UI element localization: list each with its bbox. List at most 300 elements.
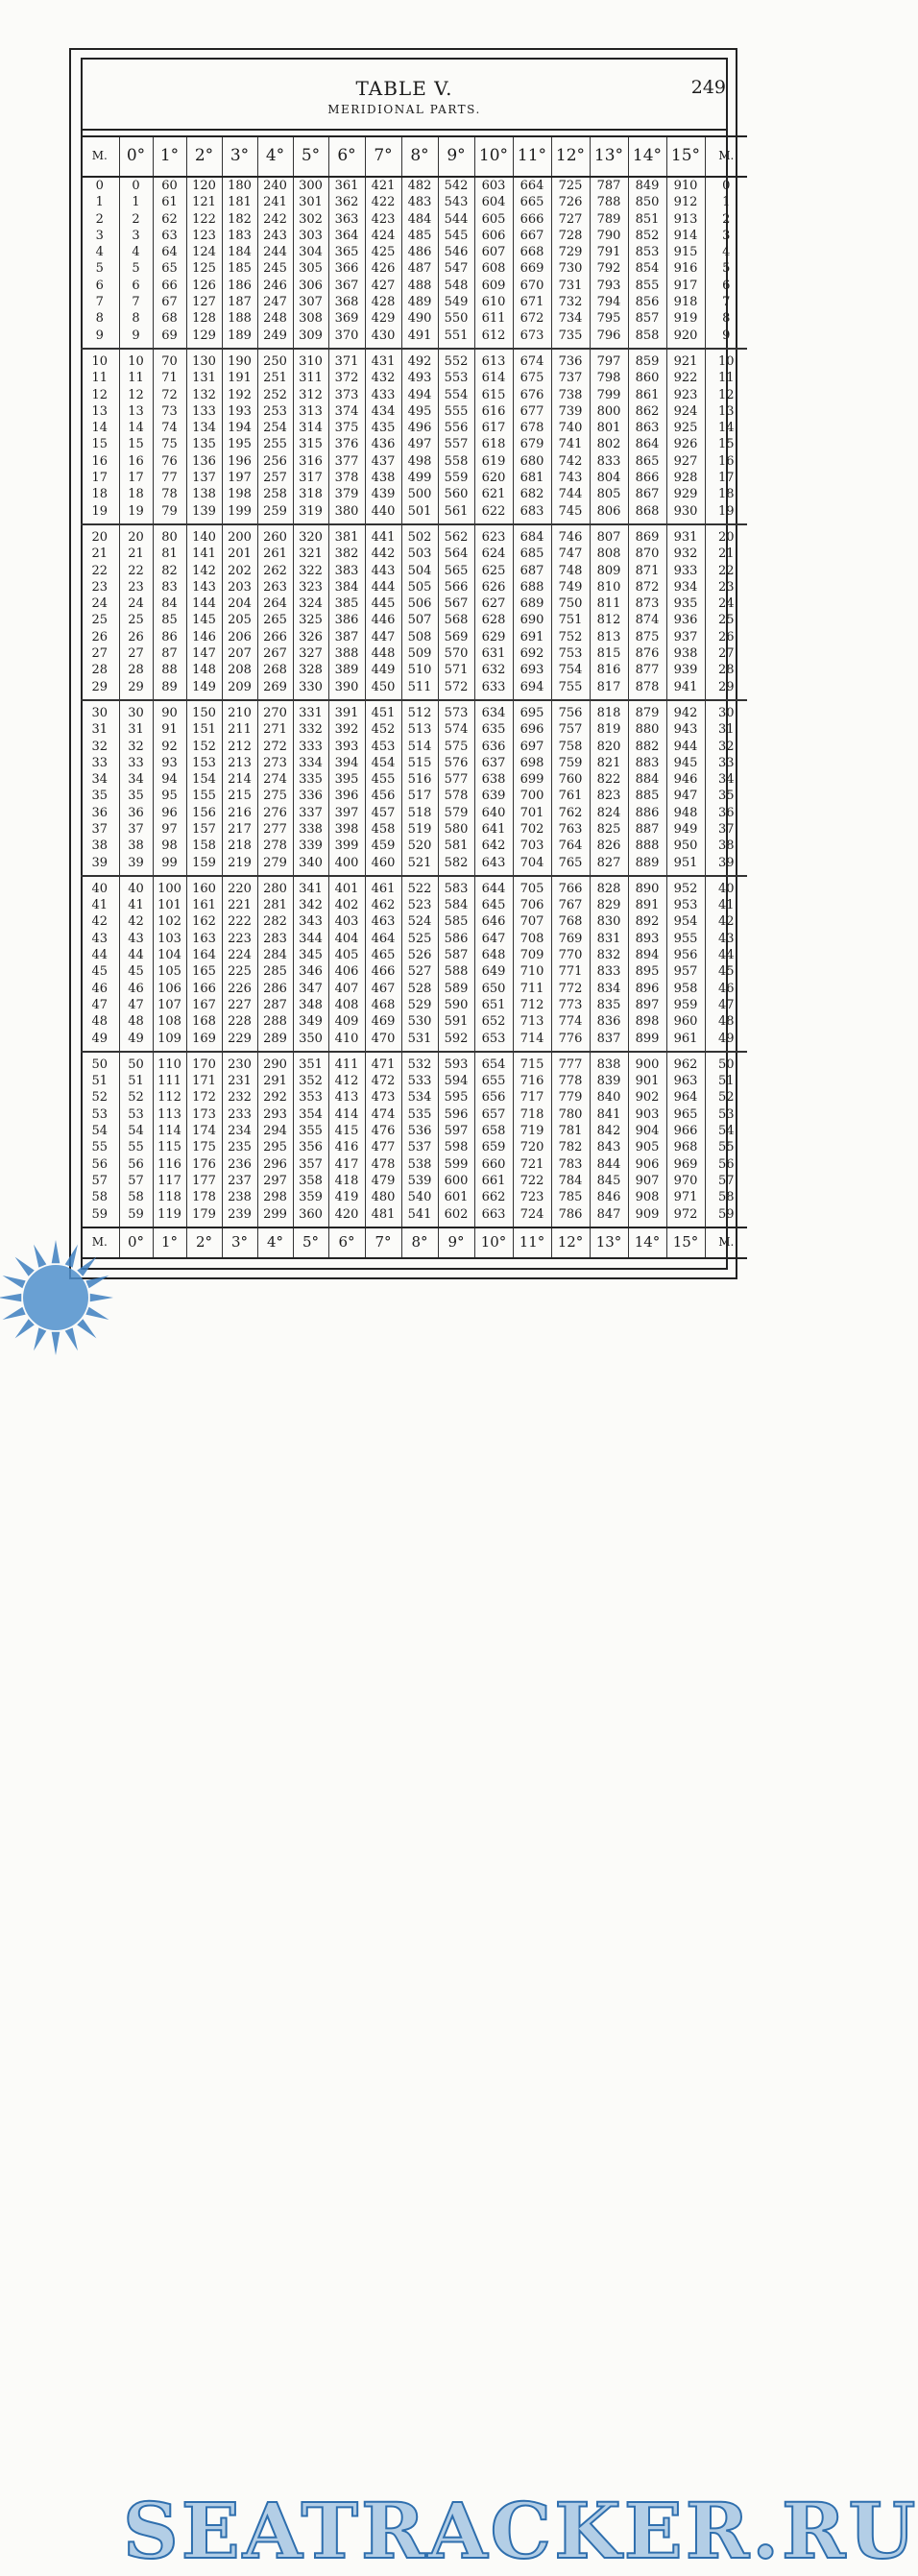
minute-cell: 6	[95, 278, 104, 293]
value-cell: 577	[438, 771, 474, 788]
value-cell: 895	[628, 963, 666, 980]
table-row	[81, 947, 747, 963]
value-cell: 937	[666, 629, 705, 645]
value-cell: 158	[186, 838, 222, 854]
sun-ray	[15, 1319, 35, 1338]
value-cell: 902	[628, 1089, 666, 1106]
value-cell: 957	[666, 963, 705, 980]
value-cell: 246	[257, 278, 293, 294]
value-cell: 321	[293, 546, 328, 562]
value-cell: 25	[119, 612, 153, 628]
value-cell: 614	[474, 370, 513, 386]
column-footer-11: 10°	[474, 1227, 513, 1258]
value-cell: 508	[401, 629, 438, 645]
minute-cell: 40	[81, 876, 119, 897]
value-cell: 944	[666, 739, 705, 755]
value-cell: 82	[153, 563, 186, 579]
value-cell: 248	[257, 310, 293, 327]
value-cell: 512	[401, 700, 438, 721]
minute-cell: 46	[91, 981, 109, 996]
value-cell: 138	[186, 486, 222, 502]
value-cell: 781	[551, 1123, 590, 1139]
value-cell: 927	[666, 453, 705, 470]
value-cell: 632	[474, 662, 513, 678]
value-cell: 643	[474, 855, 513, 876]
minute-cell: 42	[91, 914, 109, 930]
minute-cell: 52	[91, 1090, 109, 1106]
value-cell: 849	[628, 177, 666, 194]
value-cell: 429	[365, 310, 401, 327]
value-cell: 599	[438, 1156, 474, 1173]
value-cell: 654	[474, 1052, 513, 1073]
value-cell: 193	[222, 403, 257, 420]
value-cell: 933	[666, 563, 705, 579]
value-cell: 694	[513, 679, 551, 700]
column-header-12: 11°	[513, 136, 551, 177]
value-cell: 33	[119, 755, 153, 771]
value-cell: 734	[551, 310, 590, 327]
minute-cell: 2	[705, 211, 747, 228]
table-row	[81, 788, 747, 804]
minute-cell: 41	[705, 897, 747, 913]
minute-cell: 36	[91, 805, 109, 820]
value-cell: 728	[551, 228, 590, 244]
value-cell: 518	[401, 805, 438, 821]
value-cell: 153	[186, 755, 222, 771]
table-row	[81, 897, 747, 913]
value-cell: 792	[590, 260, 628, 277]
value-cell: 113	[153, 1106, 186, 1123]
value-cell: 165	[186, 963, 222, 980]
value-cell: 63	[153, 228, 186, 244]
value-cell: 419	[328, 1189, 365, 1205]
value-cell: 142	[186, 563, 222, 579]
value-cell: 244	[257, 244, 293, 260]
value-cell: 264	[257, 595, 293, 612]
value-cell: 495	[401, 403, 438, 420]
value-cell: 907	[628, 1173, 666, 1189]
sun-ray	[52, 1332, 60, 1355]
value-cell: 290	[257, 1052, 293, 1073]
value-cell: 302	[293, 211, 328, 228]
value-cell: 42	[119, 913, 153, 930]
value-cell: 622	[474, 503, 513, 524]
value-cell: 272	[257, 739, 293, 755]
value-cell: 502	[401, 524, 438, 546]
value-cell: 628	[474, 612, 513, 628]
value-cell: 904	[628, 1123, 666, 1139]
table-row	[81, 1173, 747, 1189]
minute-cell: 23	[705, 579, 747, 595]
value-cell: 364	[328, 228, 365, 244]
sun-ray	[3, 1276, 26, 1288]
value-cell: 425	[365, 244, 401, 260]
minute-cell: 1	[95, 195, 104, 210]
value-cell: 778	[551, 1073, 590, 1089]
value-cell: 693	[513, 662, 551, 678]
column-footer-3: 2°	[186, 1227, 222, 1258]
value-cell: 647	[474, 931, 513, 947]
value-cell: 661	[474, 1173, 513, 1189]
value-cell: 394	[328, 755, 365, 771]
value-cell: 201	[222, 546, 257, 562]
value-cell: 307	[293, 294, 328, 310]
value-cell: 562	[438, 524, 474, 546]
value-cell: 357	[293, 1156, 328, 1173]
value-cell: 706	[513, 897, 551, 913]
value-cell: 649	[474, 963, 513, 980]
value-cell: 173	[186, 1106, 222, 1123]
value-cell: 878	[628, 679, 666, 700]
value-cell: 625	[474, 563, 513, 579]
value-cell: 918	[666, 294, 705, 310]
value-cell: 543	[438, 194, 474, 210]
value-cell: 485	[401, 228, 438, 244]
minute-cell: 58	[91, 1190, 109, 1205]
value-cell: 319	[293, 503, 328, 524]
value-cell: 184	[222, 244, 257, 260]
column-footer-8: 7°	[365, 1227, 401, 1258]
value-cell: 764	[551, 838, 590, 854]
value-cell: 315	[293, 436, 328, 452]
value-cell: 823	[590, 788, 628, 804]
value-cell: 333	[293, 739, 328, 755]
value-cell: 841	[590, 1106, 628, 1123]
value-cell: 772	[551, 981, 590, 997]
minute-cell: 19	[91, 503, 109, 519]
value-cell: 439	[365, 486, 401, 502]
value-cell: 818	[590, 700, 628, 721]
value-cell: 579	[438, 805, 474, 821]
value-cell: 149	[186, 679, 222, 700]
value-cell: 556	[438, 420, 474, 436]
column-footer-0: M.	[81, 1227, 119, 1258]
value-cell: 950	[666, 838, 705, 854]
value-cell: 339	[293, 838, 328, 854]
value-cell: 952	[666, 876, 705, 897]
value-cell: 331	[293, 700, 328, 721]
value-cell: 507	[401, 612, 438, 628]
value-cell: 896	[628, 981, 666, 997]
column-footer-14: 13°	[590, 1227, 628, 1258]
minute-cell: 50	[705, 1052, 747, 1073]
sun-ray	[85, 1307, 109, 1320]
minute-cell: 15	[705, 436, 747, 452]
value-cell: 189	[222, 328, 257, 349]
value-cell: 773	[551, 997, 590, 1013]
value-cell: 204	[222, 595, 257, 612]
value-cell: 206	[222, 629, 257, 645]
value-cell: 903	[628, 1106, 666, 1123]
value-cell: 136	[186, 453, 222, 470]
value-cell: 708	[513, 931, 551, 947]
value-cell: 313	[293, 403, 328, 420]
value-cell: 79	[153, 503, 186, 524]
value-cell: 481	[365, 1206, 401, 1227]
value-cell: 948	[666, 805, 705, 821]
minute-cell: 26	[91, 629, 109, 644]
minute-cell: 41	[91, 898, 109, 913]
value-cell: 298	[257, 1189, 293, 1205]
value-cell: 716	[513, 1073, 551, 1089]
value-cell: 217	[222, 821, 257, 838]
minute-cell: 37	[705, 821, 747, 838]
value-cell: 795	[590, 310, 628, 327]
value-cell: 186	[222, 278, 257, 294]
value-cell: 806	[590, 503, 628, 524]
minute-cell: 53	[705, 1106, 747, 1123]
value-cell: 171	[186, 1073, 222, 1089]
value-cell: 446	[365, 612, 401, 628]
value-cell: 504	[401, 563, 438, 579]
value-cell: 714	[513, 1031, 551, 1052]
value-cell: 393	[328, 739, 365, 755]
value-cell: 194	[222, 420, 257, 436]
value-cell: 901	[628, 1073, 666, 1089]
value-cell: 432	[365, 370, 401, 386]
value-cell: 554	[438, 387, 474, 403]
value-cell: 598	[438, 1139, 474, 1155]
value-cell: 882	[628, 739, 666, 755]
table-row	[81, 328, 747, 349]
value-cell: 404	[328, 931, 365, 947]
value-cell: 54	[119, 1123, 153, 1139]
value-cell: 21	[119, 546, 153, 562]
value-cell: 401	[328, 876, 365, 897]
value-cell: 78	[153, 486, 186, 502]
minute-cell: 32	[705, 739, 747, 755]
value-cell: 231	[222, 1073, 257, 1089]
value-cell: 67	[153, 294, 186, 310]
value-cell: 464	[365, 931, 401, 947]
value-cell: 363	[328, 211, 365, 228]
value-cell: 297	[257, 1173, 293, 1189]
minute-cell: 15	[91, 437, 109, 452]
value-cell: 309	[293, 328, 328, 349]
value-cell: 492	[401, 349, 438, 370]
value-cell: 459	[365, 838, 401, 854]
value-cell: 620	[474, 470, 513, 486]
table-row	[81, 838, 747, 854]
value-cell: 592	[438, 1031, 474, 1052]
value-cell: 857	[628, 310, 666, 327]
value-cell: 375	[328, 420, 365, 436]
column-header-7: 6°	[328, 136, 365, 177]
value-cell: 826	[590, 838, 628, 854]
minute-cell: 21	[705, 546, 747, 562]
minute-cell: 48	[91, 1014, 109, 1030]
value-cell: 737	[551, 370, 590, 386]
value-cell: 265	[257, 612, 293, 628]
value-cell: 192	[222, 387, 257, 403]
minute-cell: 14	[91, 421, 109, 436]
value-cell: 116	[153, 1156, 186, 1173]
value-cell: 288	[257, 1013, 293, 1030]
value-cell: 580	[438, 821, 474, 838]
value-cell: 732	[551, 294, 590, 310]
value-cell: 27	[119, 645, 153, 662]
value-cell: 436	[365, 436, 401, 452]
minute-cell: 24	[705, 595, 747, 612]
value-cell: 747	[551, 546, 590, 562]
value-cell: 172	[186, 1089, 222, 1106]
minute-cell: 44	[705, 947, 747, 963]
value-cell: 335	[293, 771, 328, 788]
value-cell: 103	[153, 931, 186, 947]
value-cell: 969	[666, 1156, 705, 1173]
value-cell: 398	[328, 821, 365, 838]
value-cell: 403	[328, 913, 365, 930]
sun-ray	[65, 1245, 78, 1268]
minute-cell: 36	[705, 805, 747, 821]
value-cell: 581	[438, 838, 474, 854]
value-cell: 247	[257, 294, 293, 310]
value-cell: 369	[328, 310, 365, 327]
value-cell: 703	[513, 838, 551, 854]
value-cell: 601	[438, 1189, 474, 1205]
value-cell: 80	[153, 524, 186, 546]
value-cell: 402	[328, 897, 365, 913]
value-cell: 287	[257, 997, 293, 1013]
value-cell: 122	[186, 211, 222, 228]
value-cell: 924	[666, 403, 705, 420]
value-cell: 926	[666, 436, 705, 452]
value-cell: 46	[119, 981, 153, 997]
value-cell: 588	[438, 963, 474, 980]
value-cell: 140	[186, 524, 222, 546]
value-cell: 3	[119, 228, 153, 244]
value-cell: 861	[628, 387, 666, 403]
value-cell: 457	[365, 805, 401, 821]
table-row	[81, 1106, 747, 1123]
minute-cell: 30	[81, 700, 119, 721]
value-cell: 934	[666, 579, 705, 595]
value-cell: 886	[628, 805, 666, 821]
value-cell: 294	[257, 1123, 293, 1139]
value-cell: 683	[513, 503, 551, 524]
value-cell: 820	[590, 739, 628, 755]
minute-cell: 59	[705, 1206, 747, 1227]
value-cell: 242	[257, 211, 293, 228]
value-cell: 540	[401, 1189, 438, 1205]
value-cell: 316	[293, 453, 328, 470]
value-cell: 668	[513, 244, 551, 260]
table-row	[81, 294, 747, 310]
value-cell: 776	[551, 1031, 590, 1052]
value-cell: 390	[328, 679, 365, 700]
value-cell: 852	[628, 228, 666, 244]
value-cell: 510	[401, 662, 438, 678]
value-cell: 515	[401, 755, 438, 771]
value-cell: 638	[474, 771, 513, 788]
value-cell: 860	[628, 370, 666, 386]
value-cell: 685	[513, 546, 551, 562]
value-cell: 387	[328, 629, 365, 645]
value-cell: 89	[153, 679, 186, 700]
minute-cell: 22	[91, 563, 109, 578]
value-cell: 182	[222, 211, 257, 228]
value-cell: 442	[365, 546, 401, 562]
value-cell: 97	[153, 821, 186, 838]
value-cell: 444	[365, 579, 401, 595]
minute-cell: 27	[91, 646, 109, 662]
value-cell: 330	[293, 679, 328, 700]
value-cell: 570	[438, 645, 474, 662]
value-cell: 132	[186, 387, 222, 403]
value-cell: 476	[365, 1123, 401, 1139]
minute-cell: 43	[705, 931, 747, 947]
minute-cell: 13	[705, 403, 747, 420]
value-cell: 723	[513, 1189, 551, 1205]
minute-cell: 26	[705, 629, 747, 645]
value-cell: 460	[365, 855, 401, 876]
value-cell: 597	[438, 1123, 474, 1139]
value-cell: 871	[628, 563, 666, 579]
value-cell: 611	[474, 310, 513, 327]
value-cell: 133	[186, 403, 222, 420]
value-cell: 578	[438, 788, 474, 804]
value-cell: 565	[438, 563, 474, 579]
value-cell: 821	[590, 755, 628, 771]
minute-cell: 38	[91, 838, 109, 854]
value-cell: 407	[328, 981, 365, 997]
table-row	[81, 739, 747, 755]
value-cell: 447	[365, 629, 401, 645]
value-cell: 805	[590, 486, 628, 502]
value-cell: 887	[628, 821, 666, 838]
table-row	[81, 524, 747, 546]
value-cell: 489	[401, 294, 438, 310]
table-row	[81, 771, 747, 788]
value-cell: 372	[328, 370, 365, 386]
value-cell: 381	[328, 524, 365, 546]
value-cell: 420	[328, 1206, 365, 1227]
value-cell: 725	[551, 177, 590, 194]
value-cell: 8	[119, 310, 153, 327]
value-cell: 323	[293, 579, 328, 595]
table-row	[81, 1139, 747, 1155]
value-cell: 380	[328, 503, 365, 524]
minute-cell: 49	[705, 1031, 747, 1052]
value-cell: 572	[438, 679, 474, 700]
value-cell: 864	[628, 436, 666, 452]
value-cell: 720	[513, 1139, 551, 1155]
value-cell: 22	[119, 563, 153, 579]
value-cell: 427	[365, 278, 401, 294]
value-cell: 754	[551, 662, 590, 678]
column-header-6: 5°	[293, 136, 328, 177]
value-cell: 303	[293, 228, 328, 244]
value-cell: 675	[513, 370, 551, 386]
value-cell: 929	[666, 486, 705, 502]
minute-cell: 43	[91, 931, 109, 946]
table-row	[81, 1013, 747, 1030]
value-cell: 762	[551, 805, 590, 821]
value-cell: 327	[293, 645, 328, 662]
value-cell: 209	[222, 679, 257, 700]
value-cell: 190	[222, 349, 257, 370]
value-cell: 370	[328, 328, 365, 349]
value-cell: 932	[666, 546, 705, 562]
value-cell: 612	[474, 328, 513, 349]
minute-cell: 5	[95, 261, 104, 277]
minute-cell: 29	[705, 679, 747, 700]
value-cell: 354	[293, 1106, 328, 1123]
minute-cell: 34	[705, 771, 747, 788]
value-cell: 471	[365, 1052, 401, 1073]
value-cell: 68	[153, 310, 186, 327]
value-cell: 1	[119, 194, 153, 210]
